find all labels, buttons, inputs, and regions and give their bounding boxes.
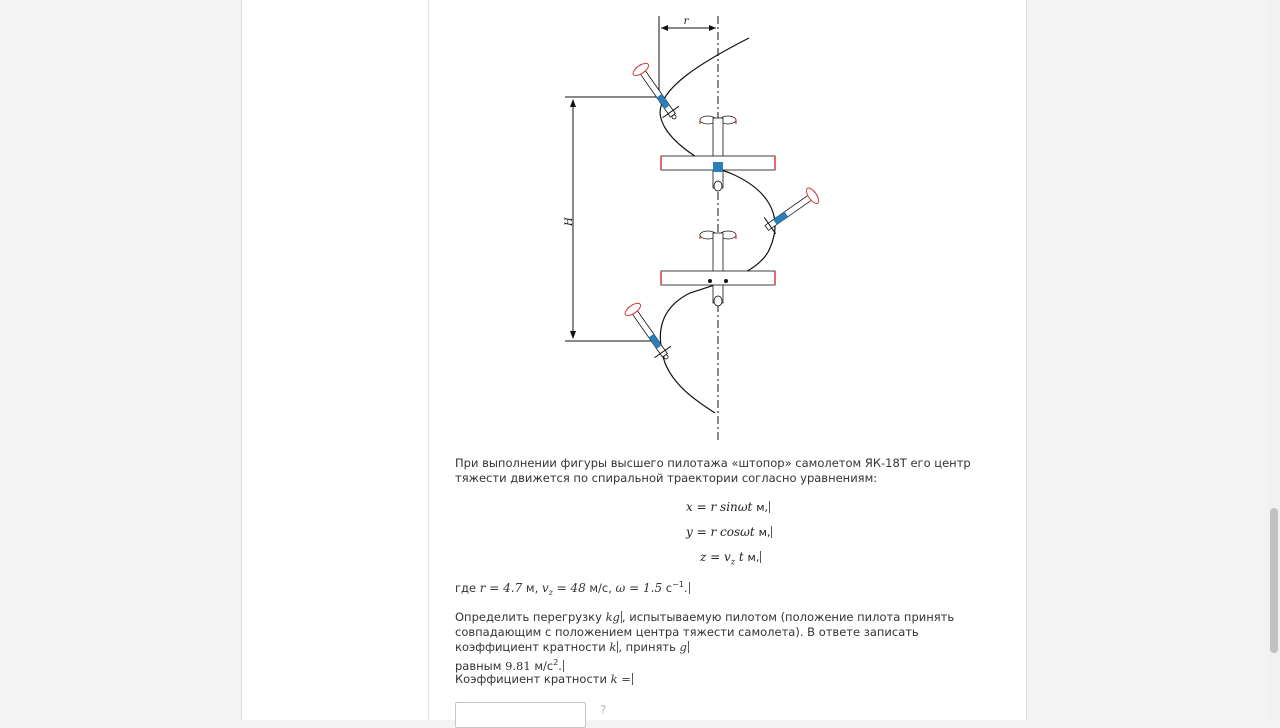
aircraft-top-view-2 bbox=[661, 231, 775, 306]
aircraft-bottom-left bbox=[622, 300, 675, 364]
help-icon[interactable]: ? bbox=[600, 703, 607, 717]
task-kg: kg bbox=[605, 610, 620, 624]
parameters-line: где r = 4.7 м, $v_z = 48$ м/с, ω = 1.5 $с^{-1}$. bbox=[455, 580, 688, 598]
answer-label-line bbox=[455, 672, 995, 687]
params-prefix: где bbox=[455, 580, 477, 595]
equation-x-rhs: = r sinωt bbox=[696, 500, 753, 514]
equation-y-rhs: = r cosωt bbox=[696, 525, 755, 539]
equation-y-lhs: y bbox=[686, 525, 693, 539]
aircraft-right bbox=[761, 185, 822, 236]
aircraft-top-left bbox=[630, 60, 683, 124]
equation-z-sub: z bbox=[730, 557, 736, 567]
equation-z-lhs: z bbox=[700, 550, 707, 564]
g-value: 9.81 bbox=[505, 658, 531, 673]
param-vz: = 48 bbox=[556, 580, 586, 595]
answer-input[interactable] bbox=[455, 702, 586, 728]
param-omega-exp: −1 bbox=[672, 580, 684, 589]
param-omega-unit: с bbox=[665, 580, 673, 595]
scrollbar-thumb[interactable] bbox=[1270, 508, 1278, 653]
equation-z-rhs: = v bbox=[710, 550, 731, 564]
g-unit: м/с bbox=[534, 658, 554, 673]
task-part4: равным bbox=[455, 658, 502, 673]
task-part2: , испытываемую пилотом (положение пилота принять совпадающим с положением центра тяжести самолета). В ответе записать коэффициент кратности bbox=[455, 610, 955, 654]
task-description: Определить перегрузку kg , испытываемую пилотом (положение пилота принять совпадающим с положением центра тяжести самолета). В ответе записать коэффициент кратности k , принять g равным 9.81 $м/с^2$. bbox=[455, 610, 955, 673]
task-k: k bbox=[609, 640, 617, 654]
g-exp: 2 bbox=[553, 658, 559, 667]
task-part3: , принять bbox=[618, 640, 676, 654]
answer-label: Коэффициент кратности bbox=[455, 672, 607, 686]
param-vz-unit: м/с, bbox=[589, 580, 612, 595]
equation-x-unit: м, bbox=[756, 501, 768, 514]
param-omega: ω = 1.5 bbox=[615, 580, 663, 595]
equation-x-lhs: x bbox=[686, 500, 693, 514]
equation-z-tail: t bbox=[738, 550, 744, 564]
column-divider bbox=[428, 0, 429, 720]
param-r-unit: м, bbox=[525, 580, 539, 595]
task-g: g bbox=[679, 640, 687, 654]
h-label: H bbox=[564, 217, 575, 226]
spin-trajectory-figure bbox=[540, 8, 840, 448]
answer-var: k = bbox=[610, 672, 631, 686]
task-part1: Определить перегрузку bbox=[455, 610, 602, 624]
equation-y bbox=[686, 525, 772, 539]
problem-intro: При выполнении фигуры высшего пилотажа «штопор» самолетом ЯК-18Т его центр тяжести движется по спиральной траектории согласно уравнениям: bbox=[455, 456, 971, 485]
param-r: r = 4.7 bbox=[479, 580, 523, 595]
equation-y-unit: м, bbox=[758, 526, 771, 539]
aircraft-top-view-1 bbox=[661, 116, 775, 191]
r-label: r bbox=[683, 16, 689, 27]
equation-x bbox=[686, 500, 770, 514]
equation-z-unit: м, bbox=[747, 551, 760, 564]
equation-z bbox=[700, 550, 761, 566]
